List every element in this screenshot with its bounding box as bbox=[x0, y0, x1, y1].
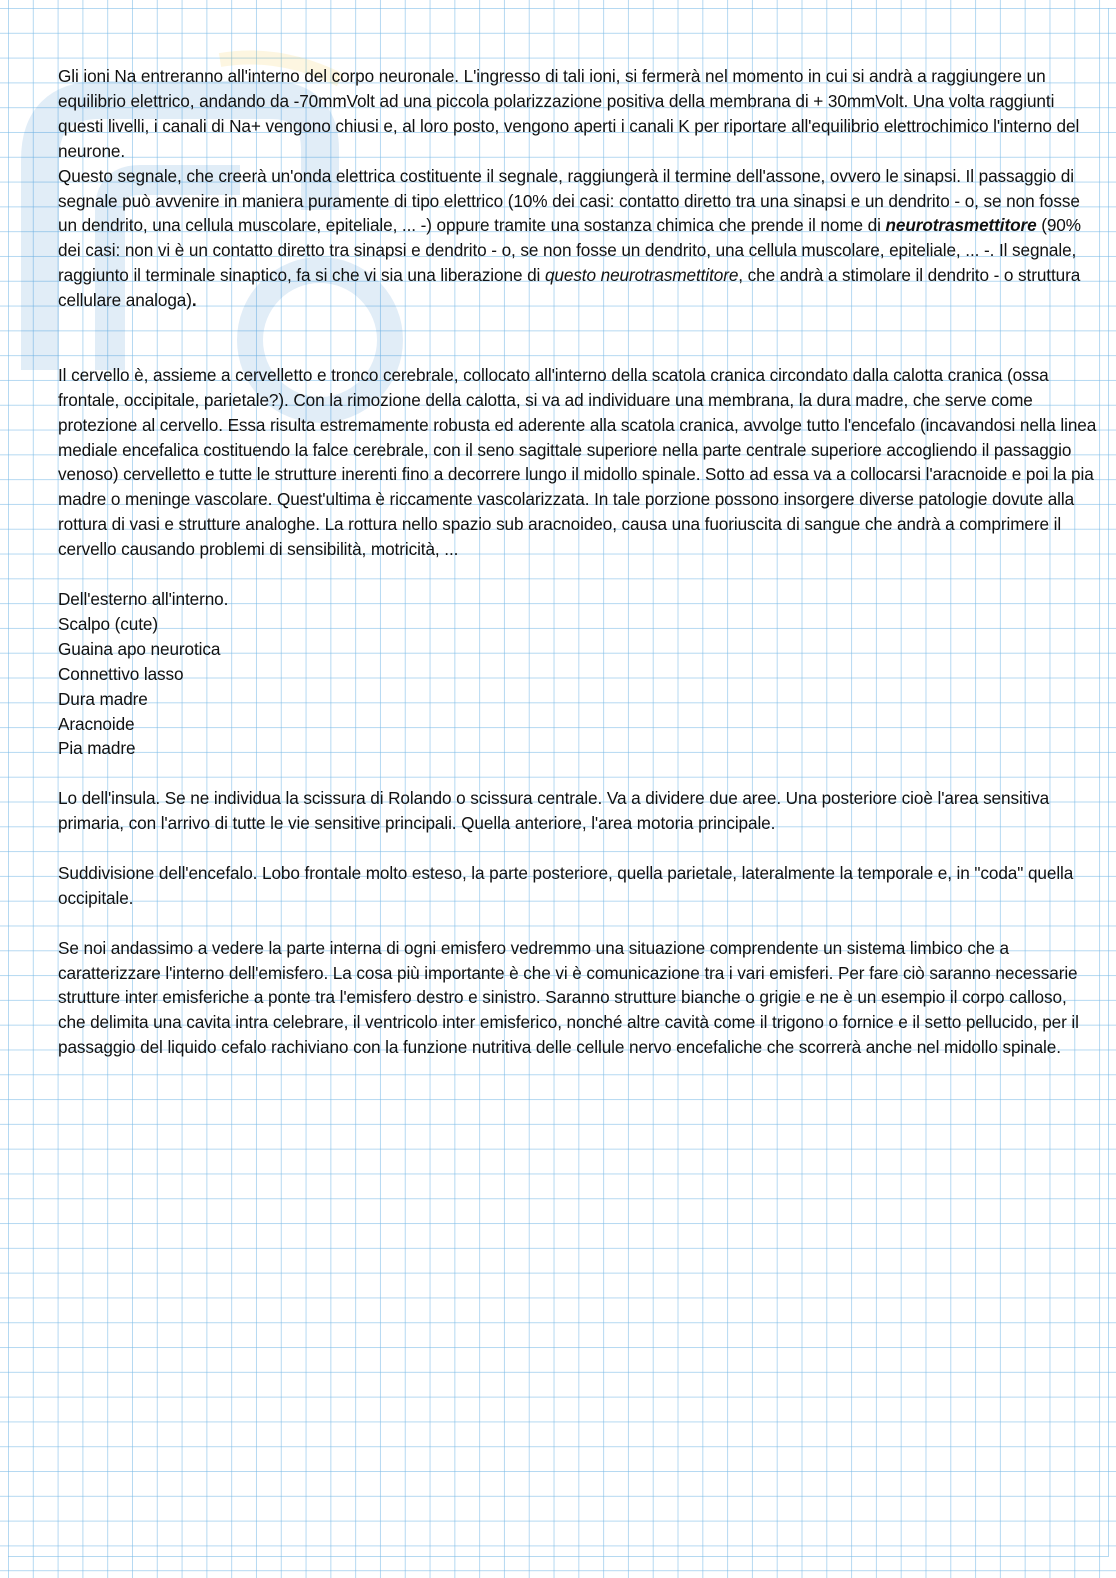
signal-text-part3: , che andrà a stimolare il dendrito - o struttura cellulare analoga) bbox=[58, 265, 1081, 311]
layer-item: Pia madre bbox=[58, 738, 136, 759]
paragraph-insula: Lo dell'insula. Se ne individua la scissura di Rolando o scissura centrale. Va a dividere due aree. Una posteriore cioè l'area sensitiva primaria, con l'arrivo di tutte le vie sensitive principali. Quella anteriore, l'area motoria principale. bbox=[58, 788, 1050, 834]
layer-item: Dura madre bbox=[58, 688, 148, 709]
layer-item: Connettivo lasso bbox=[58, 663, 184, 684]
paragraph-ion-channels bbox=[58, 64, 1098, 313]
paragraph-hemispheres: Se noi andassimo a vedere la parte interna di ogni emisfero vedremmo una situazione comprendente un sistema limbico che a caratterizzare l'interno dell'emisfero. La cosa più importante è che vi è comunicazione tra i vari emisferi. Per fare ciò saranno necessarie strutture inter emisferiche a ponte tra l'emisfero destro e sinistro. Saranno strutture bianche o grigie e ne è un esempio il corpo calloso, che delimita una cavita intra celebrare, il ventricolo inter emisferico, nonché altre cavità come il trigono o fornice e il setto pellucido, per il passaggio del liquido cefalo rachiviano con la funzione nutritiva delle cellule nervo encefaliche che scorrerà anche nel midollo spinale. bbox=[58, 937, 1079, 1058]
neurotransmitter-italic: questo neurotrasmettitore bbox=[544, 265, 739, 286]
layer-item: Aracnoide bbox=[58, 713, 135, 734]
paragraph-ion-channels-text: Gli ioni Na entreranno all'interno del corpo neuronale. L'ingresso di tali ioni, si fermerà nel momento in cui si andrà a raggiungere un equilibrio elettrico, andando da -70mmVolt ad una piccola polarizzazione positiva della membrana di + 30mmVolt. Una volta raggiunti questi livelli, i canali di Na+ vengono chiusi e, al loro posto, vengono aperti i canali K per riportare all'equilibrio elettrochimico l'interno del neurone. bbox=[58, 66, 1080, 161]
neurotransmitter-term: neurotrasmettitore bbox=[885, 215, 1037, 236]
layers-heading: Dell'esterno all'interno. bbox=[58, 589, 229, 609]
signal-text-end: . bbox=[191, 290, 197, 311]
paragraph-lobes: Suddivisione dell'encefalo. Lobo frontale molto esteso, la parte posteriore, quella parietale, lateralmente la temporale e, in "coda" quella occipitale. bbox=[58, 862, 1074, 908]
document-body bbox=[58, 64, 1098, 1060]
layer-item: Guaina apo neurotica bbox=[58, 638, 221, 659]
signal-text-part1: Questo segnale, che creerà un'onda elettrica costituente il segnale, raggiungerà il termine dell'assone, ovvero le sinapsi. Il passaggio di segnale può avvenire in maniera puramente di tipo elettrico (10% dei casi: contatto diretto tra una sinapsi e un dendrito - o, se non fosse un dendrito, una cellula muscolare, epiteliale, ... -) oppure tramite una sostanza chimica che prende il nome di bbox=[58, 165, 1080, 236]
paragraph-brain-meninges: Il cervello è, assieme a cervelletto e tronco cerebrale, collocato all'interno della scatola cranica circondato dalla calotta cranica (ossa frontale, occipitale, parietale?). Con la rimozione della calotta, si va ad individuare una membrana, la dura madre, che serve come protezione al cervello. Essa risulta estremamente robusta ed aderente alla scatola cranica, avvolge tutto l'encefalo (incavandosi nella linea mediale encefalica costituendo la falce cerebrale, con il seno sagittale superiore nella parte centrale superiore accogliendo il passaggio venoso) cervelletto e tutte le strutture inerenti fino a decorrere lungo il midollo spinale. Sotto ad essa va a collocarsi l'aracnoide e poi la pia madre o meninge vascolare. Quest'ultima è riccamente vascolarizzata. In tale porzione possono insorgere diverse patologie dovute alla rottura di vasi e strutture analoghe. La rottura nello spazio sub aracnoideo, causa una fuoriuscita di sangue che andrà a comprimere il cervello causando problemi di sensibilità, motricità, ... bbox=[58, 364, 1097, 560]
layer-item: Scalpo (cute) bbox=[58, 613, 158, 634]
signal-text-part2: (90% dei casi: non vi è un contatto diretto tra sinapsi e dendrito - o, se non fosse un dendrito, una cellula muscolare, epiteliale, ... -. Il segnale, raggiunto il terminale sinaptico, fa si che vi sia una liberazione di bbox=[58, 215, 1081, 286]
